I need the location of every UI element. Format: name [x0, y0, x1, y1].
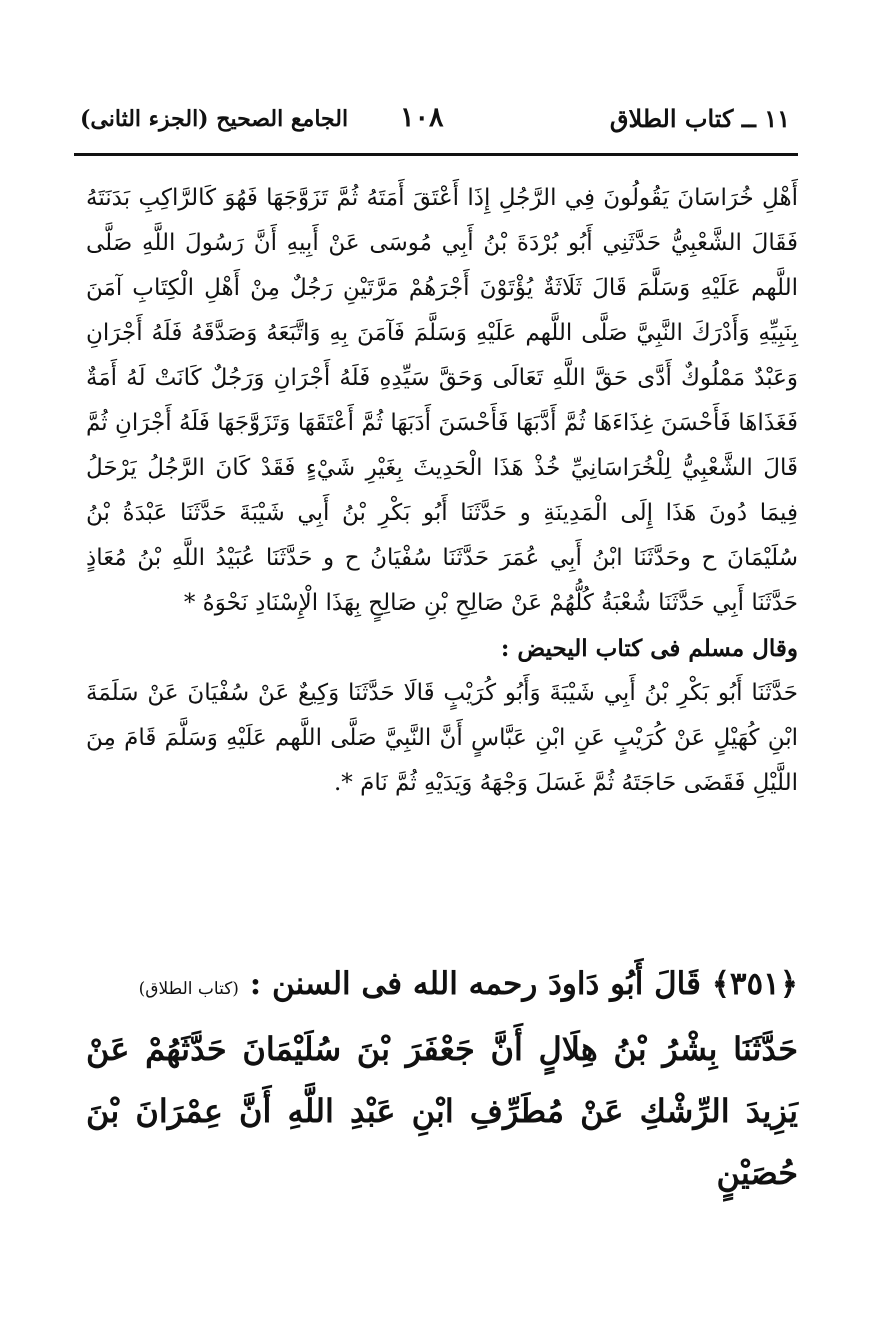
hadith-title: قَالَ أَبُو دَاودَ رحمه الله فى السنن : [249, 966, 701, 1002]
chapter-title: ١١ ــ كتاب الطلاق [609, 104, 790, 133]
hadith-section [86, 955, 798, 1204]
hadith-text: حَدَّثَنَا بِشْرُ بْنُ هِلَالٍ أَنَّ جَعْفَرَ بْنَ سُلَيْمَانَ حَدَّثَهُمْ عَنْ يَزِيدَ الرِّشْكِ عَنْ مُطَرِّفِ ابْنِ عَبْدِ اللَّهِ أَنَّ عِمْرَانَ بْنَ حُصَيْنٍ [86, 1030, 799, 1192]
book-title: الجامع الصحيح (الجزء الثانى) [80, 106, 349, 132]
page-number: ١٠٨ [400, 102, 444, 133]
section-subheading: وقال مسلم فى كتاب اليحيض : [500, 635, 798, 662]
header-divider [74, 153, 798, 156]
hadith-heading [86, 955, 798, 1018]
paragraph-2: حَدَّثَنَا أَبُو بَكْرِ بْنُ أَبِي شَيْبَةَ وَأَبُو كُرَيْبٍ قَالَا حَدَّثَنَا وَكِيعٌ عَنْ سُفْيَانَ عَنْ سَلَمَةَ ابْنِ كُهَيْلٍ عَنْ كُرَيْبٍ عَنِ ابْنِ عَبَّاسٍ أَنَّ النَّبِيَّ صَلَّى اللَّهم عَلَيْهِ وَسَلَّمَ قَامَ مِنَ اللَّيْلِ فَقَضَى حَاجَتَهُ ثُمَّ غَسَلَ وَجْهَهُ وَيَدَيْهِ ثُمَّ نَامَ *. [86, 680, 798, 796]
page-header [70, 98, 800, 148]
paragraph-1: أَهْلِ خُرَاسَانَ يَقُولُونَ فِي الرَّجُلِ إِذَا أَعْتَقَ أَمَتَهُ ثُمَّ تَزَوَّجَهَا فَهُوَ كَالرَّاكِبِ بَدَنَتَهُ فَقَالَ الشَّعْبِيُّ حَدَّثَنِي أَبُو بُرْدَةَ بْنُ أَبِي مُوسَى عَنْ أَبِيهِ أَنَّ رَسُولَ اللَّهِ صَلَّى اللَّهم عَلَيْهِ وَسَلَّمَ قَالَ ثَلَاثَةٌ يُؤْتَوْنَ أَجْرَهُمْ مَرَّتَيْنِ رَجُلٌ مِنْ أَهْلِ الْكِتَابِ آمَنَ بِنَبِيِّهِ وَأَدْرَكَ النَّبِيَّ صَلَّى اللَّهم عَلَيْهِ وَسَلَّمَ فَآمَنَ بِهِ وَاتَّبَعَهُ وَصَدَّقَهُ فَلَهُ أَجْرَانِ وَعَبْدٌ مَمْلُوكٌ أَدَّى حَقَّ اللَّهِ تَعَالَى وَحَقَّ سَيِّدِهِ فَلَهُ أَجْرَانِ وَرَجُلٌ كَانَتْ لَهُ أَمَةٌ فَغَذَاهَا فَأَحْسَنَ غِذَاءَهَا ثُمَّ أَدَّبَهَا فَأَحْسَنَ أَدَبَهَا ثُمَّ أَعْتَقَهَا وَتَزَوَّجَهَا فَلَهُ أَجْرَانِ ثُمَّ قَالَ الشَّعْبِيُّ لِلْخُرَاسَانِيِّ خُذْ هَذَا الْحَدِيثَ بِغَيْرِ شَيْءٍ فَقَدْ كَانَ الرَّجُلُ يَرْحَلُ فِيمَا دُونَ هَذَا إِلَى الْمَدِينَةِ و حَدَّثَنَا أَبُو بَكْرِ بْنُ أَبِي شَيْبَةَ حَدَّثَنَا عَبْدَةُ بْنُ سُلَيْمَانَ ح وحَدَّثَنَا ابْنُ أَبِي عُمَرَ حَدَّثَنَا سُفْيَانُ ح و حَدَّثَنَا عُبَيْدُ اللَّهِ بْنُ مُعَاذٍ حَدَّثَنَا أَبِي حَدَّثَنَا شُعْبَةُ كُلُّهُمْ عَنْ صَالِحِ بْنِ صَالِحٍ بِهَذَا الْإِسْنَادِ نَحْوَهُ * [86, 185, 798, 616]
hadith-number: ﴿٣٥١﴾ [711, 966, 798, 1002]
main-text [86, 176, 798, 806]
hadith-source-note: (كتاب الطلاق) [138, 979, 239, 999]
